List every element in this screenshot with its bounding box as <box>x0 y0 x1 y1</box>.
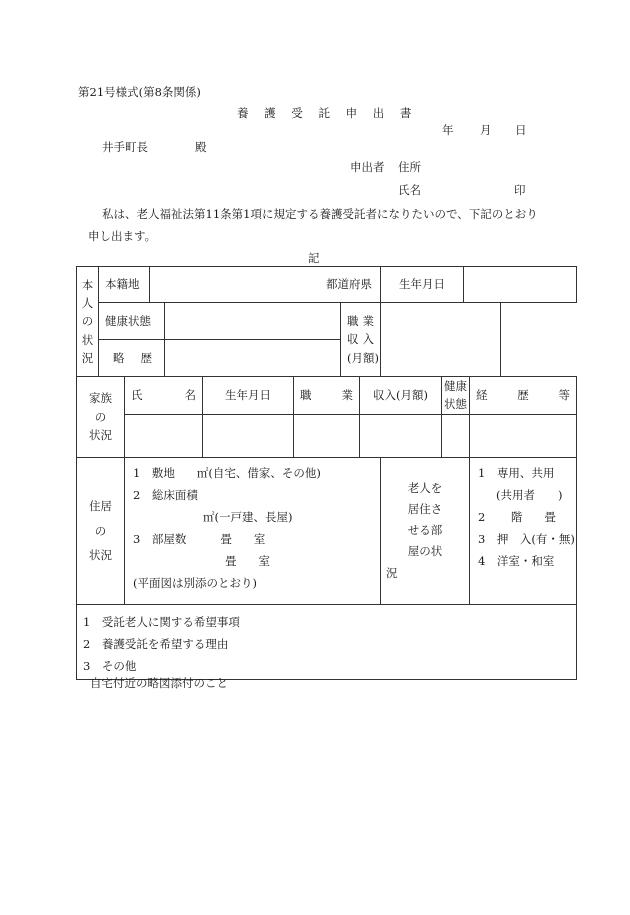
prefecture-label: 都道府県 <box>326 277 372 292</box>
family-income-field[interactable] <box>360 414 442 457</box>
family-col-income: 収入(月額) <box>360 377 442 415</box>
family-col-job: 職 業 <box>294 377 360 415</box>
family-job-field[interactable] <box>294 414 360 457</box>
family-history-field[interactable] <box>470 414 577 457</box>
family-name-field[interactable] <box>125 414 203 457</box>
history-label: 略 歴 <box>99 340 165 377</box>
applicant-label: 申出者 <box>350 160 385 174</box>
honorific: 殿 <box>195 140 207 154</box>
housing-details <box>125 457 381 604</box>
body-text-line1: 私は、老人福祉法第11条第1項に規定する養護受託者になりたいので、下記のとおり <box>102 207 538 221</box>
birth-date-label: 生年月日 <box>381 267 464 303</box>
room-status-details: 1 専用、共用 (共用者 ) 2 階 畳 3 押 入(有・無) 4 洋室・和室 <box>470 457 577 604</box>
housing-section-label: 住居 の 状況 <box>77 457 125 604</box>
housing-floor-line: 2 総床面積 <box>133 487 198 502</box>
family-col-birth: 生年月日 <box>203 377 294 415</box>
date-month: 月 <box>480 123 492 137</box>
wishes-section[interactable] <box>77 604 577 679</box>
registry-field[interactable] <box>150 267 381 303</box>
ki-label: 記 <box>308 251 320 265</box>
name-label: 氏名 <box>398 183 421 197</box>
wish-item-1: 1 受託老人に関する希望事項 <box>83 614 240 629</box>
family-col-health: 健康状態 <box>442 377 470 415</box>
housing-floor-unit: ㎡(一戸建、長屋) <box>203 509 293 524</box>
address-label: 住所 <box>398 160 421 174</box>
footer-note: 自宅付近の略図添付のこと <box>90 676 228 690</box>
addressee: 井手町長 <box>102 140 148 154</box>
family-health-field[interactable] <box>442 414 470 457</box>
birth-date-field[interactable] <box>464 267 577 303</box>
history-field[interactable] <box>165 340 341 377</box>
housing-site-line: 1 敷地 ㎡(自宅、借家、その他) <box>133 465 321 480</box>
housing-rooms-line: 3 部屋数 畳 室 <box>133 531 266 546</box>
date-day: 日 <box>515 123 527 137</box>
date-year: 年 <box>442 123 454 137</box>
family-col-history: 経 歴 等 <box>470 377 577 415</box>
personal-section-label: 本 人 の 状 況 <box>77 267 99 377</box>
wish-item-3: 3 その他 <box>83 658 137 673</box>
health-field[interactable] <box>165 303 341 340</box>
family-birth-field[interactable] <box>203 414 294 457</box>
registry-label: 本籍地 <box>99 267 150 303</box>
job-income-field[interactable] <box>381 303 501 377</box>
room-status-label: 老人を 居住さ せる部 屋の状 況 <box>381 457 470 604</box>
health-label: 健康状態 <box>99 303 165 340</box>
housing-rooms-line2: 畳 室 <box>225 553 270 568</box>
application-form-table <box>76 266 577 680</box>
wish-item-2: 2 養護受託を希望する理由 <box>83 636 229 651</box>
seal-mark: 印 <box>514 183 526 197</box>
body-text-line2: 申し出ます。 <box>88 229 157 243</box>
family-section-label: 家族 の 状況 <box>77 377 125 458</box>
document-title: 養 護 受 託 申 出 書 <box>237 106 418 120</box>
job-income-label: 職 業 収 入 (月 額) <box>341 303 381 377</box>
housing-plan-note: (平面図は別添のとおり) <box>133 575 257 590</box>
family-col-name: 氏 名 <box>125 377 203 415</box>
form-number: 第21号様式(第8条関係) <box>78 85 201 99</box>
